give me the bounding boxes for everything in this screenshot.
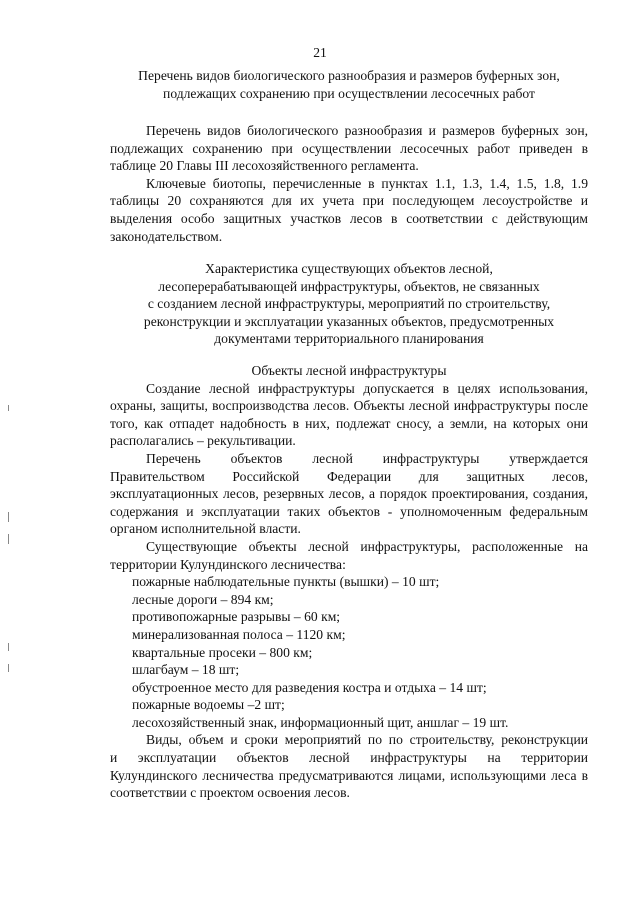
subsection-title: Объекты лесной инфраструктуры (251, 363, 447, 378)
title-line: Характеристика существующих объектов лесной, (205, 261, 493, 276)
list-item: лесные дороги – 894 км; (132, 591, 274, 607)
scan-margin-mark (8, 405, 9, 411)
title-line: реконструкции и эксплуатации указанных объектов, предусмотренных (143, 313, 555, 329)
infrastructure-list (110, 573, 588, 731)
section-title (110, 67, 588, 102)
section-title (110, 260, 588, 348)
paragraph: Перечень видов биологического разнообразия и размеров буферных зон, подлежащих сохранению при осуществлении лесосечных работ приведен в таблице 20 Главы III лесохозяйственного регламента. (110, 123, 588, 174)
list-item: пожарные водоемы –2 шт; (132, 697, 285, 713)
list-item: противопожарные разрывы – 60 км; (132, 609, 341, 625)
paragraph: Существующие объекты лесной инфраструктуры, расположенные на территории Кулундинского лесничества: (110, 538, 588, 572)
section-forest-infrastructure (110, 362, 588, 802)
paragraph-continuation: Кулундинского лесничества предусматриваются лицами, использующими леса в соответствии с проектом освоения лесов. (110, 767, 588, 801)
list-item: обустроенное место для разведения костра и отдыха – 14 шт; (132, 679, 487, 695)
page-number: 21 (313, 45, 327, 60)
list-item: пожарные наблюдательные пункты (вышки) – 10 шт; (132, 574, 440, 590)
list-item: лесохозяйственный знак, информационный щит, аншлаг – 19 шт. (132, 714, 509, 730)
paragraph-line: Правительством Российской Федерации для защитных лесов, (110, 468, 588, 484)
paragraph-line: и эксплуатации объектов лесной инфраструктуры на территории (110, 750, 588, 766)
paragraph-line: Виды, объем и сроки мероприятий по по строительству, реконструкции (146, 732, 588, 748)
section-biodiversity-body (110, 122, 588, 245)
scan-margin-mark (8, 643, 9, 651)
section-biodiversity (110, 67, 588, 102)
title-line: с созданием лесной инфраструктуры, мероприятий по строительству, (147, 296, 551, 312)
section-infrastructure-heading (110, 260, 588, 348)
list-item: квартальные просеки – 800 км; (132, 644, 313, 660)
title-line: Перечень видов биологического разнообразия и размеров буферных зон, (138, 68, 560, 83)
list-item: шлагбаум – 18 шт; (132, 662, 240, 678)
title-line: подлежащих сохранению при осуществлении лесосечных работ (163, 85, 535, 101)
paragraph: Ключевые биотопы, перечисленные в пунктах 1.1, 1.3, 1.4, 1.5, 1.8, 1.9 таблицы 20 сохраняются для их учета при последующем лесоустройстве и выделения особо защитных участков лесов в соответствии с действующим законодательством. (110, 175, 588, 244)
paragraph: Создание лесной инфраструктуры допускается в целях использования, охраны, защиты, воспроизводства лесов. Объекты лесной инфраструктуры после того, как отпадет надобность в них, подлежат сносу, а земли, на которых они располагались – рекультивации. (110, 380, 588, 449)
title-line: документами территориального планирования (214, 331, 484, 347)
title-line: лесоперерабатывающей инфраструктуры, объектов, не связанных (158, 278, 540, 294)
paragraph-continuation: эксплуатационных лесов, резервных лесов, а порядок проектирования, создания, содержания и эксплуатации таких объектов - уполномоченным федеральным органом исполнительной власти. (110, 486, 588, 537)
paragraph-line: Перечень объектов лесной инфраструктуры утверждается (146, 450, 588, 466)
scan-margin-mark (8, 512, 9, 522)
scan-margin-mark (8, 534, 9, 544)
list-item: минерализованная полоса – 1120 км; (132, 626, 346, 642)
scan-margin-mark (8, 664, 9, 672)
